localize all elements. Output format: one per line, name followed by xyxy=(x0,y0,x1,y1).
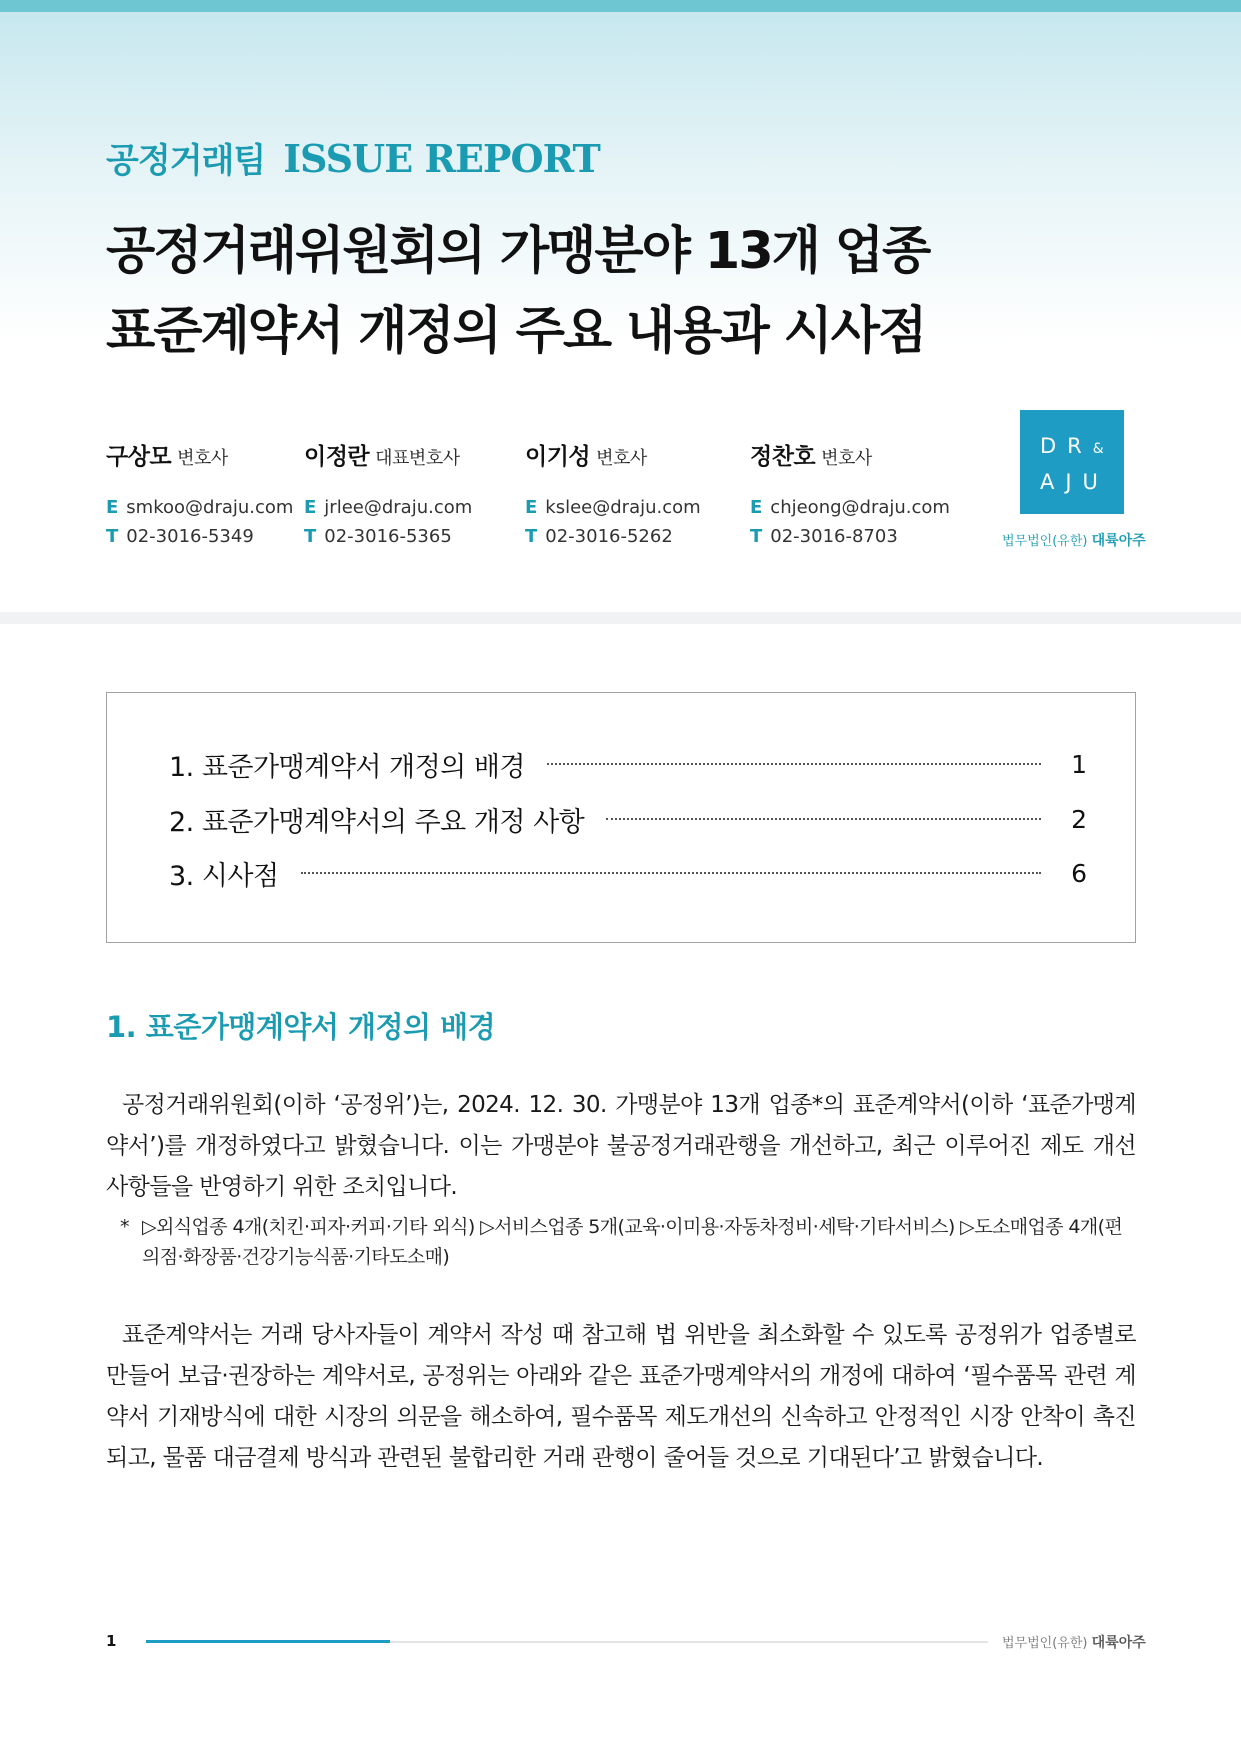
author-phone: 02-3016-5365 xyxy=(324,526,452,547)
toc-page-number: 6 xyxy=(1071,858,1087,888)
page-title xyxy=(106,212,1006,372)
author-phone: 02-3016-5262 xyxy=(545,526,673,547)
tel-label: T xyxy=(304,526,317,547)
team-name: 공정거래팀 xyxy=(106,141,266,181)
body-paragraph: 표준계약서는 거래 당사자들이 계약서 작성 때 참고해 법 위반을 최소화할 수 있도록 공정위가 업종별로 만들어 보급·권장하는 계약서로, 공정위는 아래와 같은 표준가맹계약서의 개정에 대하여 ‘필수품목 관련 계약서 기재방식에 대한 시장의 의문을 해소하여, 필수품목 제도개선의 신속하고 안정적인 시장 안착이 촉진되고, 물품 대금결제 방식과 관련된 불합리한 거래 관행이 줄어들 것으로 기대된다’고 밝혔습니다. xyxy=(106,1322,1136,1471)
footer-firm-prefix: 법무법인(유한) xyxy=(1002,1636,1088,1651)
author-card xyxy=(750,438,950,551)
email-label: E xyxy=(750,497,763,518)
toc-page-number: 1 xyxy=(1071,749,1087,779)
toc-page-number: 2 xyxy=(1071,804,1087,834)
toc-leader-dots xyxy=(301,872,1041,874)
author-email-link[interactable]: jrlee@draju.com xyxy=(324,497,473,518)
firm-name-under-logo xyxy=(1002,530,1146,550)
author-email-link[interactable]: smkoo@draju.com xyxy=(126,497,294,518)
tel-label: T xyxy=(106,526,119,547)
report-header xyxy=(106,133,600,181)
logo-text-aju: AJU xyxy=(1040,470,1109,494)
author-role: 대표변호사 xyxy=(375,448,460,469)
author-role: 변호사 xyxy=(177,448,228,469)
toc-item-label: 2. 표준가맹계약서의 주요 개정 사항 xyxy=(169,806,585,838)
firm-prefix: 법무법인(유한) xyxy=(1002,534,1088,549)
author-phone: 02-3016-5349 xyxy=(126,526,254,547)
toc-item[interactable] xyxy=(169,856,1087,890)
report-label: ISSUE REPORT xyxy=(283,136,600,181)
author-name: 구상모 xyxy=(106,444,172,470)
author-role: 변호사 xyxy=(596,448,647,469)
footnote-text: ▷외식업종 4개(치킨·피자·커피·기타 외식) ▷서비스업종 5개(교육·이미용·자동차정비·세탁·기타서비스) ▷도소매업종 4개(편의점·화장품·건강기능식품·기타도소매) xyxy=(142,1216,1123,1268)
section-heading: 1. 표준가맹계약서 개정의 배경 xyxy=(106,1010,496,1044)
author-contact xyxy=(750,493,950,551)
footer-firm-name xyxy=(1002,1632,1146,1652)
logo-ampersand: & xyxy=(1092,441,1104,457)
author-role: 변호사 xyxy=(821,448,872,469)
page-number: 1 xyxy=(106,1632,117,1650)
title-line-1: 공정거래위원회의 가맹분야 13개 업종 xyxy=(106,222,930,281)
toc-leader-dots xyxy=(606,818,1041,820)
author-contact xyxy=(106,493,293,551)
footnote-marker: * xyxy=(120,1216,129,1238)
toc-leader-dots xyxy=(547,763,1041,765)
table-of-contents xyxy=(106,692,1136,943)
author-card xyxy=(106,438,293,551)
author-name: 이기성 xyxy=(525,444,591,470)
email-label: E xyxy=(106,497,119,518)
logo-text-dr: DR xyxy=(1040,434,1093,458)
tel-label: T xyxy=(525,526,538,547)
toc-item-label: 1. 표준가맹계약서 개정의 배경 xyxy=(169,751,525,783)
author-name: 이정란 xyxy=(304,444,370,470)
author-contact xyxy=(525,493,701,551)
tel-label: T xyxy=(750,526,763,547)
author-email-link[interactable]: chjeong@draju.com xyxy=(770,497,950,518)
top-accent-bar xyxy=(0,0,1241,12)
firm-name: 대륙아주 xyxy=(1091,533,1146,549)
email-label: E xyxy=(525,497,538,518)
body-paragraph: 공정거래위원회(이하 ‘공정위’)는, 2024. 12. 30. 가맹분야 13개 업종*의 표준계약서(이하 ‘표준가맹계약서’)를 개정하였다고 밝혔습니다. 이는 가맹분야 불공정거래관행을 개선하고, 최근 이루어진 제도 개선 사항들을 반영하기 위한 조치입니다. xyxy=(106,1092,1136,1200)
author-phone: 02-3016-8703 xyxy=(770,526,898,547)
author-contact xyxy=(304,493,472,551)
toc-item-label: 3. 시사점 xyxy=(169,860,279,892)
footnote xyxy=(120,1212,1136,1272)
email-label: E xyxy=(304,497,317,518)
author-card xyxy=(304,438,472,551)
title-line-2: 표준계약서 개정의 주요 내용과 시사점 xyxy=(106,302,926,361)
author-email-link[interactable]: kslee@draju.com xyxy=(545,497,701,518)
toc-item[interactable] xyxy=(169,747,1087,781)
section-divider xyxy=(0,612,1241,624)
author-card xyxy=(525,438,701,551)
author-name: 정찬호 xyxy=(750,444,816,470)
footer-rule-accent xyxy=(146,1640,390,1643)
firm-logo xyxy=(1020,410,1124,514)
toc-item[interactable] xyxy=(169,802,1087,836)
footer-firm-brand: 대륙아주 xyxy=(1091,1635,1146,1651)
